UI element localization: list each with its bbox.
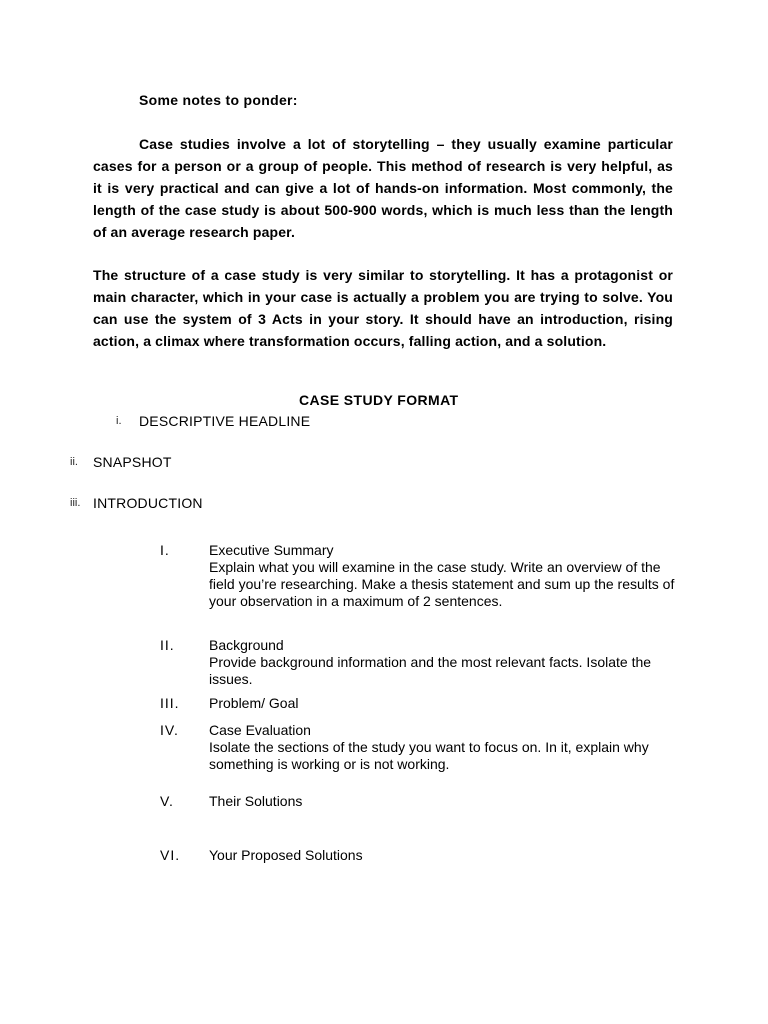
- subitem-title: Your Proposed Solutions: [209, 847, 363, 863]
- subitem-title: Their Solutions: [209, 793, 303, 809]
- subitem-title: Problem/ Goal: [209, 695, 299, 711]
- subitem-number: VI.: [160, 847, 181, 863]
- subitem-number: II.: [160, 637, 175, 653]
- paragraph-structure: The structure of a case study is very similar to storytelling. It has a protagonist or main character, which in your case is actually a problem you are trying to solve. You can use the system of 3 Acts in your story. It should have an introduction, rising action, a climax where transformation occurs, falling action, and a solution.: [93, 267, 673, 349]
- subitem-number: V.: [160, 793, 174, 809]
- paragraph-intro-text: Case studies involve a lot of storytelling – they usually examine particular cases for a person or a group of people. This method of research is very helpful, as it is very practical and can give a lot of hands-on information. Most commonly, the length of the case study is about 500-900 words, which is much less than the length of an average research paper.: [93, 136, 673, 240]
- subitem-title: Executive Summary: [209, 542, 334, 558]
- item-number: ii.: [70, 456, 78, 468]
- subitem-title: Background: [209, 637, 284, 653]
- subitem-number: III.: [160, 695, 180, 711]
- subitem-description: Provide background information and the most relevant facts. Isolate the issues.: [209, 654, 652, 687]
- item-label: SNAPSHOT: [93, 454, 172, 470]
- item-label: DESCRIPTIVE HEADLINE: [139, 413, 311, 429]
- subitem-description: Isolate the sections of the study you want to focus on. In it, explain why something is working or is not working.: [209, 739, 649, 772]
- subitem-title: Case Evaluation: [209, 722, 311, 738]
- item-number: i.: [116, 415, 122, 427]
- format-title-text: CASE STUDY FORMAT: [299, 392, 459, 408]
- item-label: INTRODUCTION: [93, 495, 203, 511]
- subitem-number: IV.: [160, 722, 179, 738]
- item-number: iii.: [70, 497, 81, 509]
- notes-heading: Some notes to ponder:: [139, 92, 298, 108]
- subitem-description: Explain what you will examine in the case study. Write an overview of the field you’re researching. Make a thesis statement and sum up the results of your observation in a maximum of 2 sentences.: [209, 559, 675, 609]
- paragraph-intro: [93, 133, 673, 243]
- subitem-number: I.: [160, 542, 170, 558]
